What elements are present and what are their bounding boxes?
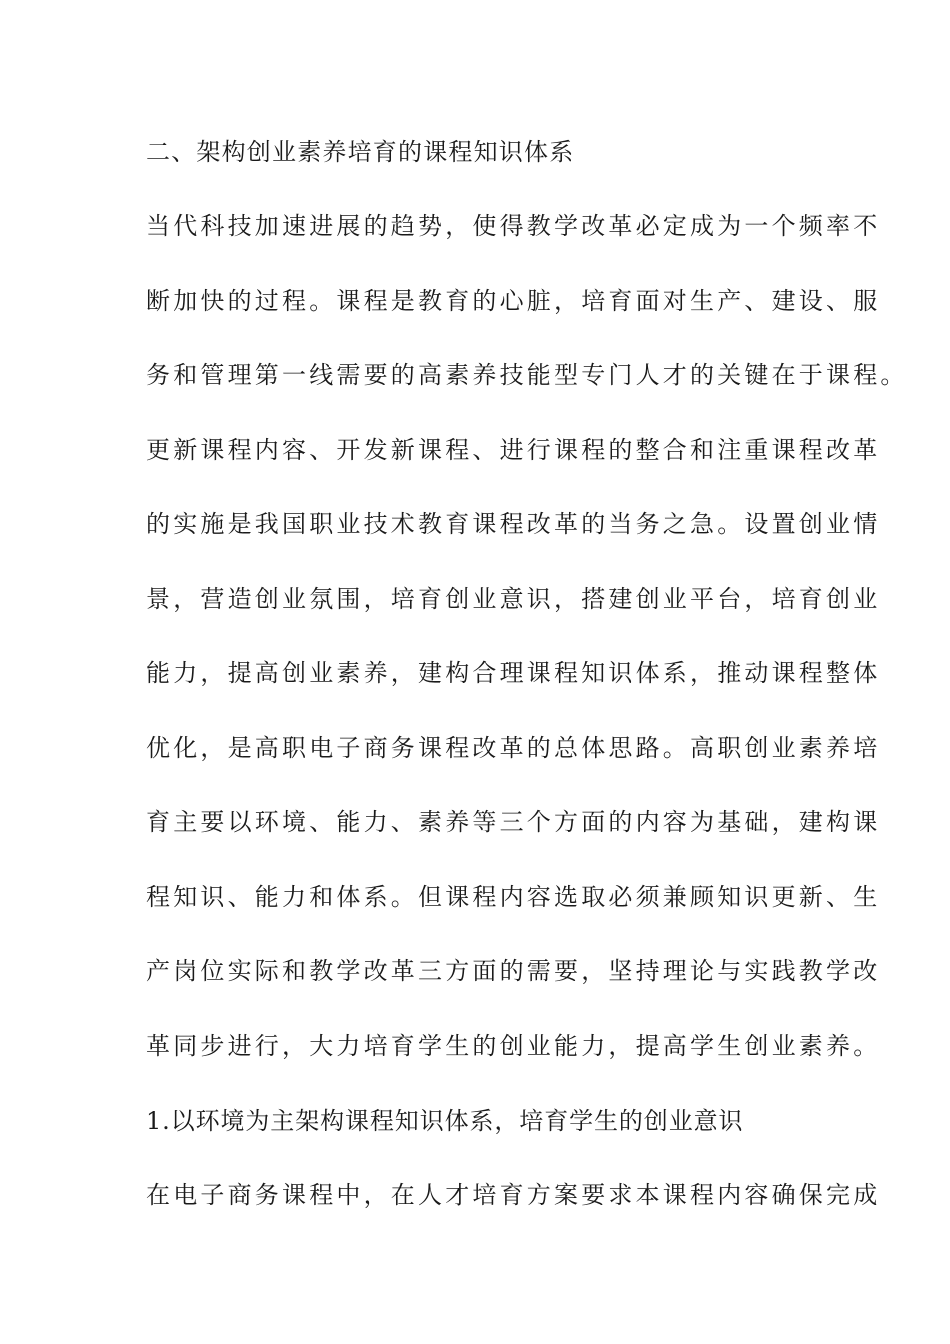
paragraph-line: 断加快的过程。课程是教育的心脏，培育面对生产、建设、服 (146, 287, 881, 315)
paragraph-line: 务和管理第一线需要的高素养技能型专门人才的关键在于课程。 (146, 361, 908, 389)
paragraph-line: 的实施是我国职业技术教育课程改革的当务之急。设置创业情 (146, 510, 881, 538)
paragraph-line: 育主要以环境、能力、素养等三个方面的内容为基础，建构课 (146, 808, 881, 836)
paragraph-line: 程知识、能力和体系。但课程内容选取必须兼顾知识更新、生 (146, 883, 881, 911)
subsection-heading: 1.以环境为主架构课程知识体系，培育学生的创业意识 (146, 1107, 744, 1135)
paragraph-line: 当代科技加速进展的趋势，使得教学改革必定成为一个频率不 (146, 212, 881, 240)
paragraph-line: 在电子商务课程中，在人才培育方案要求本课程内容确保完成 (146, 1181, 881, 1209)
paragraph-line: 产岗位实际和教学改革三方面的需要，坚持理论与实践教学改 (146, 957, 881, 985)
paragraph-line: 革同步进行，大力培育学生的创业能力，提高学生创业素养。 (146, 1032, 881, 1060)
paragraph-line: 景，营造创业氛围，培育创业意识，搭建创业平台，培育创业 (146, 585, 881, 613)
section-heading: 二、架构创业素养培育的课程知识体系 (146, 138, 575, 166)
paragraph-line: 优化，是高职电子商务课程改革的总体思路。高职创业素养培 (146, 734, 881, 762)
paragraph-line: 能力，提高创业素养，建构合理课程知识体系，推动课程整体 (146, 659, 881, 687)
paragraph-line: 更新课程内容、开发新课程、进行课程的整合和注重课程改革 (146, 436, 881, 464)
